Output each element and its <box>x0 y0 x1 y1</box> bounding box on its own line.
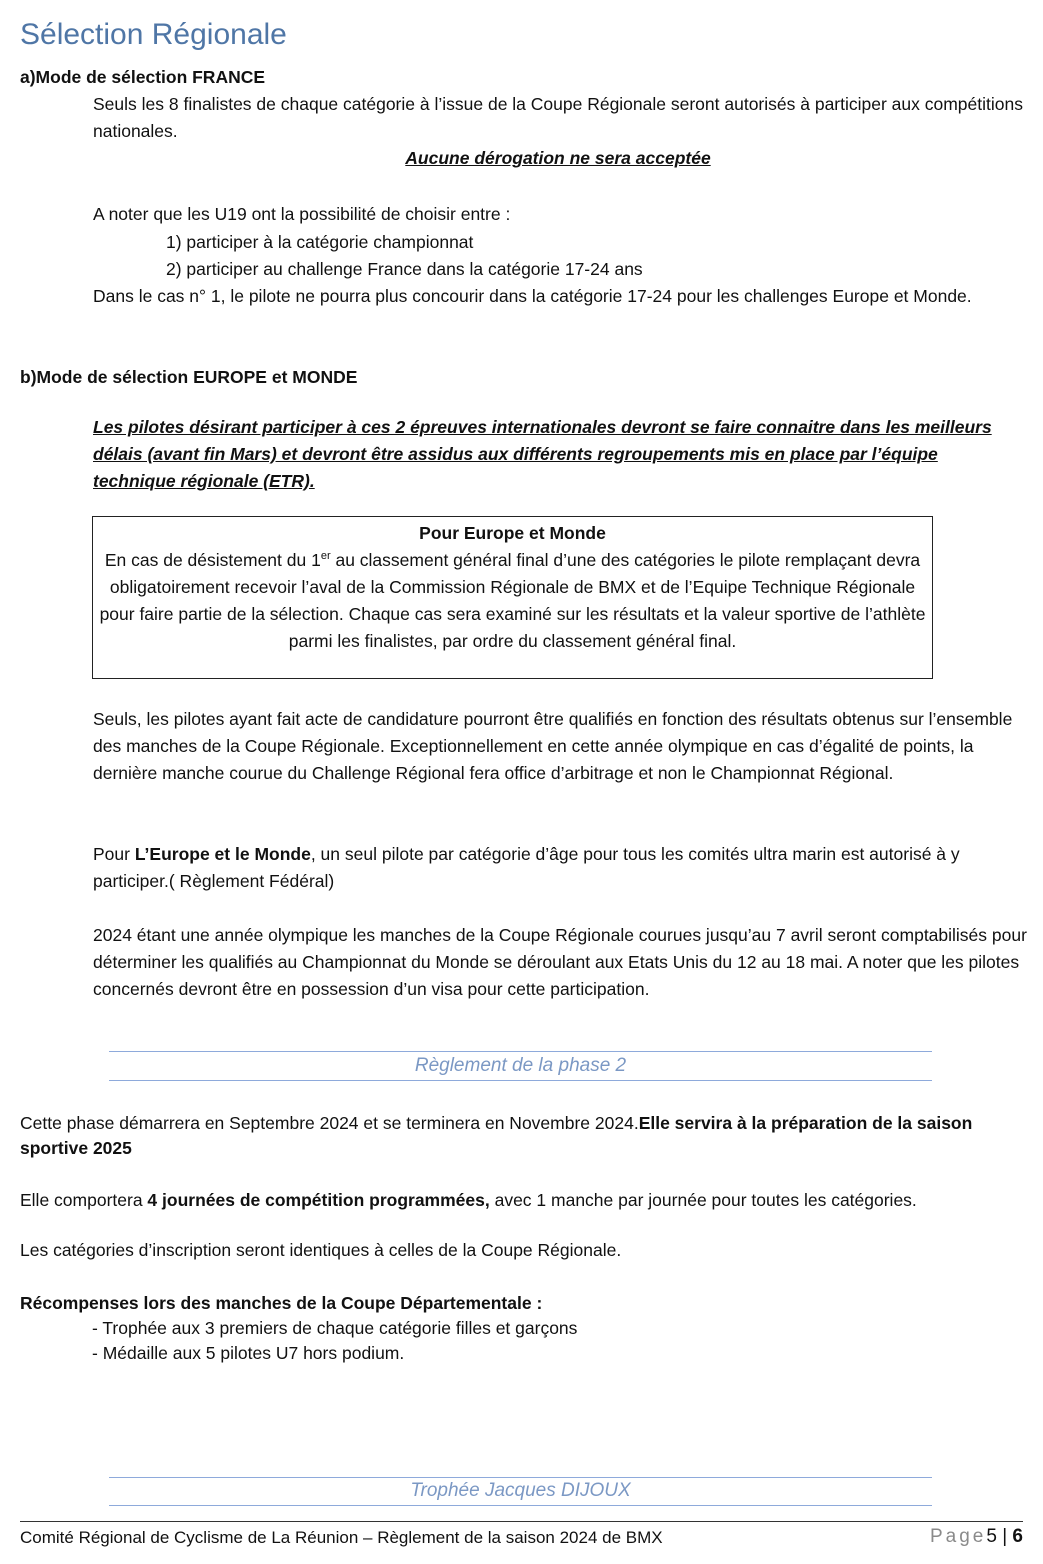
page-current: 5 <box>986 1526 997 1547</box>
section-b-heading: b)Mode de sélection EUROPE et MONDE <box>20 367 358 387</box>
reward-item-1: - Trophée aux 3 premiers de chaque catégorie filles et garçons <box>92 1318 578 1338</box>
box-text: En cas de désistement du 1er au classement général final d’une des catégories le pilote remplaçant devra obligatoirement recevoir l’aval de la Commission Régionale de BMX et de l’Equipe Technique Régionale pour faire partie de la sélection. Chaque cas sera examiné sur les résultats et la valeur sportive de l’athlète parmi les finalistes, par ordre du classement général final. <box>99 550 926 651</box>
rewards-heading: Récompenses lors des manches de la Coupe Départementale : <box>20 1293 543 1313</box>
superscript-er: er <box>320 550 331 562</box>
page-total: 6 <box>1012 1526 1023 1547</box>
europe-monde-bold: L’Europe et le Monde <box>134 844 311 864</box>
reward-item-2: - Médaille aux 5 pilotes U7 hors podium. <box>92 1343 405 1363</box>
trophy-heading: Trophée Jacques DIJOUX <box>410 1480 631 1501</box>
candidature-paragraph: Seuls, les pilotes ayant fait acte de candidature pourront être qualifiés en fonction des résultats obtenus sur l’ensemble des manches de la Coupe Régionale. Exceptionnellement en cette année olympique en cas d’égalité de points, la dernière manche courue du Challenge Régional fera office d’arbitrage et non le Championnat Régional. <box>93 709 1013 783</box>
phase2-heading: Règlement de la phase 2 <box>414 1055 627 1076</box>
section-a-paragraph: Seuls les 8 finalistes de chaque catégorie à l’issue de la Coupe Régionale seront autorisés à participer aux compétitions nationales. <box>93 94 1023 141</box>
footer-divider <box>20 1521 1023 1522</box>
no-derogation-text: Aucune dérogation ne sera acceptée <box>405 148 711 168</box>
europe-monde-paragraph: Pour L’Europe et le Monde, un seul pilote par catégorie d’âge pour tous les comités ultra marin est autorisé à y participer.( Règlement Fédéral) <box>93 844 960 891</box>
page-title: Sélection Régionale <box>20 18 287 51</box>
trophy-rule-bottom <box>109 1505 932 1506</box>
u19-note-end: Dans le cas n° 1, le pilote ne pourra plus concourir dans la catégorie 17-24 pour les challenges Europe et Monde. <box>93 286 972 306</box>
olympic-year-paragraph: 2024 étant une année olympique les manches de la Coupe Régionale courues jusqu’au 7 avril seront comptabilisés pour déterminer les qualifiés au Championnat du Monde se déroulant aux Etats Unis du 12 au 18 mai. A noter que les pilotes concernés devront être en possession d’un visa pour cette participation. <box>93 925 1027 999</box>
phase2-rule-bottom <box>109 1080 932 1081</box>
u19-option-1: 1) participer à la catégorie championnat <box>166 232 474 252</box>
phase2-paragraph-3: Les catégories d’inscription seront identiques à celles de la Coupe Régionale. <box>20 1240 622 1260</box>
international-notice: Les pilotes désirant participer à ces 2 épreuves internationales devront se faire connaitre dans les meilleurs délais (avant fin Mars) et devront être assidus aux différents regroupements mis en place par l’équipe technique régionale (ETR). <box>93 417 992 491</box>
phase2-paragraph-2: Elle comportera 4 journées de compétition programmées, avec 1 manche par journée pour toutes les catégories. <box>20 1190 917 1210</box>
page-label: Page <box>929 1526 987 1547</box>
box-heading: Pour Europe et Monde <box>419 523 606 543</box>
section-a-heading: a)Mode de sélection FRANCE <box>20 67 266 87</box>
phase2-paragraph-1: Cette phase démarrera en Septembre 2024 et se terminera en Novembre 2024.Elle servira à la préparation de la saison sportive 2025 <box>20 1113 973 1158</box>
no-derogation-notice <box>93 145 1023 172</box>
page-number: Page5 | 6 <box>929 1526 1023 1547</box>
u19-note-intro: A noter que les U19 ont la possibilité de choisir entre : <box>93 204 511 224</box>
footer-text: Comité Régional de Cyclisme de La Réunion – Règlement de la saison 2024 de BMX <box>20 1528 663 1547</box>
europe-monde-box <box>92 516 933 679</box>
u19-option-2: 2) participer au challenge France dans la catégorie 17-24 ans <box>166 259 643 279</box>
